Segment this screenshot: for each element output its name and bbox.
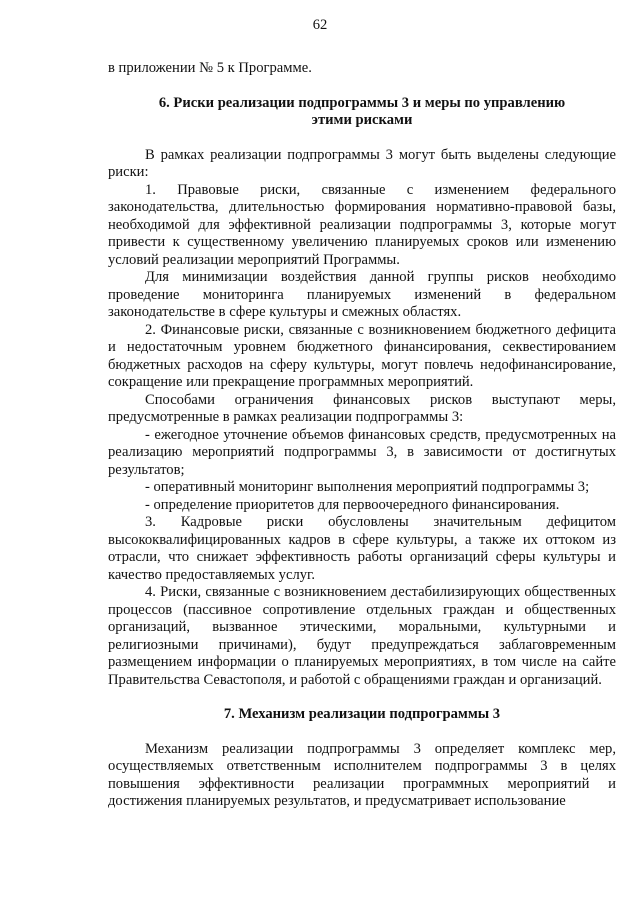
- list-item: - оперативный мониторинг выполнения мероприятий подпрограммы 3;: [145, 479, 590, 495]
- document-body: [108, 60, 616, 811]
- paragraph: В рамках реализации подпрограммы 3 могут быть выделены следующие риски:: [108, 146, 616, 180]
- paragraph: Для минимизации воздействия данной группы рисков необходимо проведение мониторинга планируемых изменений в федеральном законодательстве в сфере культуры и смежных областях.: [108, 269, 616, 320]
- paragraph: Способами ограничения финансовых рисков выступают меры, предусмотренные в рамках реализации подпрограммы 3:: [108, 391, 616, 425]
- paragraph: Механизм реализации подпрограммы 3 определяет комплекс мер, осуществляемых ответственным исполнителем подпрограммы 3 в целях повышения эффективности реализации программных мероприятий и достижения планируемых результатов, и предусматривает использование: [108, 740, 616, 809]
- list-item: - ежегодное уточнение объемов финансовых средств, предусмотренных на реализацию мероприятий подпрограммы 3, в зависимости от достигнутых результатов;: [108, 426, 616, 478]
- page-number: 62: [312, 17, 328, 33]
- section-7-heading: 7. Механизм реализации подпрограммы 3: [223, 706, 501, 722]
- list-item: - определение приоритетов для первоочередного финансирования.: [145, 496, 560, 513]
- paragraph: 1. Правовые риски, связанные с изменением федерального законодательства, длительностью формирования нормативно-правовой базы, необходимой для эффективной реализации подпрограммы 3, которые могут привести к существенному увеличению планируемых сроков или изменению условий реализации мероприятий Программы.: [108, 181, 616, 268]
- paragraph: 3. Кадровые риски обусловлены значительным дефицитом высококвалифицированных кадров в сфере культуры, а также их оттоком из отрасли, что снижает эффективность работы организаций сферы культуры и качество предоставляемых услуг.: [108, 514, 616, 583]
- paragraph: 2. Финансовые риски, связанные с возникновением бюджетного дефицита и недостаточным уровнем бюджетного финансирования, секвестированием бюджетных расходов на сферу культуры, могут повлечь недофинансирование, сокращение или прекращение программных мероприятий.: [108, 321, 616, 390]
- lead-line: в приложении № 5 к Программе.: [108, 60, 312, 76]
- paragraph: 4. Риски, связанные с возникновением дестабилизирующих общественных процессов (пассивное сопротивление отдельных граждан и общественных организаций, вызванное этическими, моральными, культурными и религиозными причинами), будут предупреждаться заблаговременным размещением информации о планируемых мероприятиях, в том числе на сайте Правительства Севастополя, и работой с обращениями граждан и организаций.: [108, 584, 616, 688]
- section-6-heading: 6. Риски реализации подпрограммы 3 и меры по управлению этими рисками: [158, 94, 566, 128]
